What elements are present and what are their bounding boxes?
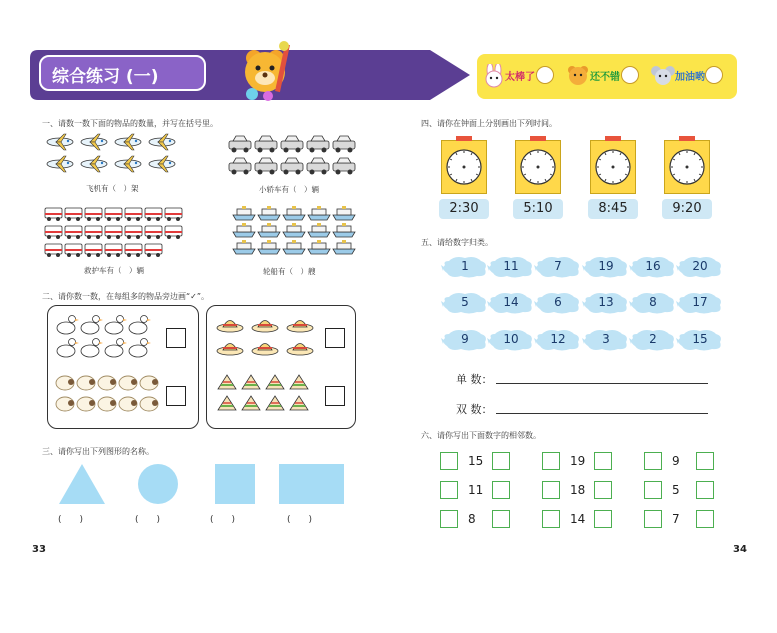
hat-item	[252, 344, 278, 356]
neighbor-before-box[interactable]	[542, 452, 560, 470]
answer-box-sheep[interactable]	[166, 386, 186, 406]
number-cloud: 2	[629, 328, 677, 352]
square-shape	[215, 464, 255, 504]
sheep-item	[56, 376, 74, 390]
neighbor-number: 8	[468, 512, 476, 526]
number-cloud: 6	[534, 291, 582, 315]
number-cloud: 11	[487, 255, 535, 279]
ship-item	[333, 223, 355, 237]
car-item	[307, 158, 329, 175]
clock-face[interactable]	[515, 140, 561, 194]
answer-box-geese[interactable]	[166, 328, 186, 348]
clock-face[interactable]	[590, 140, 636, 194]
number-cloud: 16	[629, 255, 677, 279]
airplane-item	[115, 134, 141, 150]
sheep-item	[77, 397, 95, 411]
goose-item	[57, 339, 79, 358]
sandwich-item	[290, 396, 308, 410]
number-cloud: 15	[676, 328, 724, 352]
q2-prompt: 二、请你数一数，在每组多的物品旁边画“✓”。	[42, 292, 209, 301]
neighbor-before-box[interactable]	[440, 510, 458, 528]
hat-item	[217, 321, 243, 333]
hat-group	[216, 314, 322, 360]
car-group	[228, 134, 362, 178]
airplane-item	[115, 156, 141, 172]
goose-item	[57, 316, 79, 335]
neighbor-after-box[interactable]	[492, 481, 510, 499]
neighbor-before-box[interactable]	[644, 452, 662, 470]
time-label: 2:30	[439, 199, 489, 219]
neighbor-after-box[interactable]	[696, 452, 714, 470]
ship-item	[258, 206, 280, 220]
neighbor-after-box[interactable]	[594, 481, 612, 499]
airplane-item	[81, 134, 107, 150]
car-item	[281, 158, 303, 175]
ambulance-group	[44, 205, 190, 259]
goose-item	[105, 339, 127, 358]
neighbor-number: 15	[468, 454, 484, 468]
car-item	[229, 158, 251, 175]
sheep-item	[119, 376, 137, 390]
sandwich-item	[242, 375, 260, 389]
q6-prompt: 六、请你写出下面数字的相邻数。	[421, 431, 541, 440]
odd-answer-line[interactable]	[496, 383, 708, 384]
car-item	[333, 158, 355, 175]
sandwich-group	[217, 373, 317, 415]
sandwich-item	[290, 375, 308, 389]
airplane-group	[46, 132, 186, 178]
ship-item	[233, 206, 255, 220]
ambulance-item	[125, 208, 142, 221]
neighbor-after-box[interactable]	[492, 452, 510, 470]
sheep-group	[55, 373, 167, 415]
number-cloud: 1	[441, 255, 489, 279]
bear-icon	[567, 64, 589, 86]
sheep-item	[98, 376, 116, 390]
sheep-item	[140, 397, 158, 411]
hat-item	[217, 344, 243, 356]
caption-cars: 小轿车有（ ）辆	[259, 185, 319, 194]
q4-prompt: 四、请你在钟面上分别画出下列时间。	[421, 119, 557, 128]
neighbor-number: 18	[570, 483, 586, 497]
mouse-icon	[651, 64, 675, 86]
neighbor-number: 5	[672, 483, 680, 497]
airplane-item	[47, 134, 73, 150]
ambulance-item	[105, 208, 122, 221]
even-label: 双 数：	[456, 403, 493, 416]
sheep-item	[140, 376, 158, 390]
car-item	[281, 136, 303, 153]
rating-circle-keep-going[interactable]	[705, 66, 723, 84]
number-cloud: 5	[441, 291, 489, 315]
car-item	[255, 158, 277, 175]
ship-item	[258, 240, 280, 254]
answer-triangle[interactable]: ( )	[58, 515, 84, 525]
ship-item	[258, 223, 280, 237]
time-label: 5:10	[513, 199, 563, 219]
bear-mascot-icon	[232, 40, 292, 102]
q1-prompt: 一、请数一数下面的物品的数量，并写在括号里。	[42, 119, 218, 128]
ambulance-item	[105, 226, 122, 239]
sandwich-item	[266, 375, 284, 389]
rating-label-great: 太棒了	[505, 72, 535, 83]
sandwich-item	[266, 396, 284, 410]
number-cloud: 19	[582, 255, 630, 279]
ambulance-item	[65, 244, 82, 257]
number-cloud: 20	[676, 255, 724, 279]
answer-box-sandwiches[interactable]	[325, 386, 345, 406]
goose-item	[81, 316, 103, 335]
q5-prompt: 五、请给数字归类。	[421, 238, 493, 247]
ambulance-item	[105, 244, 122, 257]
hat-item	[287, 321, 313, 333]
ambulance-item	[145, 226, 162, 239]
ambulance-item	[45, 244, 62, 257]
car-item	[229, 136, 251, 153]
sandwich-item	[242, 396, 260, 410]
rating-circle-good[interactable]	[621, 66, 639, 84]
hat-item	[252, 321, 278, 333]
time-label: 9:20	[662, 199, 712, 219]
neighbor-number: 14	[570, 512, 586, 526]
clock-face[interactable]	[441, 140, 487, 194]
neighbor-before-box[interactable]	[644, 510, 662, 528]
number-cloud: 9	[441, 328, 489, 352]
rabbit-icon	[483, 64, 505, 88]
airplane-item	[149, 134, 175, 150]
number-cloud: 12	[534, 328, 582, 352]
ship-item	[233, 223, 255, 237]
ship-item	[308, 223, 330, 237]
goose-item	[129, 316, 151, 335]
hat-item	[287, 344, 313, 356]
neighbor-number: 9	[672, 454, 680, 468]
goose-item	[105, 316, 127, 335]
sheep-item	[98, 397, 116, 411]
goose-item	[129, 339, 151, 358]
neighbor-after-box[interactable]	[594, 452, 612, 470]
number-cloud: 13	[582, 291, 630, 315]
airplane-item	[81, 156, 107, 172]
page-number-right: 34	[733, 544, 747, 555]
neighbor-before-box[interactable]	[440, 452, 458, 470]
number-cloud: 8	[629, 291, 677, 315]
page-title: 综合练习 (一)	[52, 67, 159, 87]
ambulance-item	[45, 226, 62, 239]
clock-face[interactable]	[664, 140, 710, 194]
rating-circle-great[interactable]	[536, 66, 554, 84]
number-cloud: 10	[487, 328, 535, 352]
rectangle-shape	[279, 464, 344, 504]
neighbor-after-box[interactable]	[492, 510, 510, 528]
rating-label-good: 还不错	[590, 72, 620, 83]
car-item	[307, 136, 329, 153]
neighbor-before-box[interactable]	[542, 510, 560, 528]
ship-item	[333, 206, 355, 220]
sandwich-item	[218, 375, 236, 389]
airplane-item	[149, 156, 175, 172]
car-item	[333, 136, 355, 153]
ship-item	[308, 206, 330, 220]
number-cloud: 3	[582, 328, 630, 352]
page-number-left: 33	[32, 544, 46, 555]
ambulance-item	[165, 208, 182, 221]
sheep-item	[119, 397, 137, 411]
sandwich-item	[218, 396, 236, 410]
ship-item	[283, 223, 305, 237]
goose-item	[81, 339, 103, 358]
sheep-item	[56, 397, 74, 411]
time-label: 8:45	[588, 199, 638, 219]
circle-shape	[137, 463, 179, 505]
number-cloud: 7	[534, 255, 582, 279]
ambulance-item	[125, 226, 142, 239]
answer-box-hats[interactable]	[325, 328, 345, 348]
neighbor-before-box[interactable]	[542, 481, 560, 499]
ambulance-item	[65, 208, 82, 221]
q3-prompt: 三、请你写出下列图形的名称。	[42, 447, 154, 456]
number-cloud: 17	[676, 291, 724, 315]
number-cloud: 14	[487, 291, 535, 315]
rating-label-keep-going: 加油哟	[675, 72, 705, 83]
answer-rectangle[interactable]: ( )	[287, 515, 313, 525]
neighbor-after-box[interactable]	[696, 481, 714, 499]
airplane-item	[47, 156, 73, 172]
ship-item	[233, 240, 255, 254]
caption-ships: 轮船有（ ）艘	[263, 267, 316, 276]
even-answer-line[interactable]	[496, 413, 708, 414]
ambulance-item	[85, 226, 102, 239]
answer-circle[interactable]: ( )	[135, 515, 161, 525]
ambulance-item	[125, 244, 142, 257]
ambulance-item	[145, 208, 162, 221]
ship-item	[333, 240, 355, 254]
neighbor-number: 11	[468, 483, 484, 497]
ship-item	[308, 240, 330, 254]
neighbor-after-box[interactable]	[594, 510, 612, 528]
sheep-item	[77, 376, 95, 390]
car-item	[255, 136, 277, 153]
ambulance-item	[65, 226, 82, 239]
goose-group	[55, 314, 155, 360]
ship-item	[283, 206, 305, 220]
ambulance-item	[85, 244, 102, 257]
ambulance-item	[45, 208, 62, 221]
neighbor-after-box[interactable]	[696, 510, 714, 528]
caption-airplanes: 飞机有（ ）架	[86, 184, 139, 193]
ambulance-item	[165, 226, 182, 239]
ambulance-item	[145, 244, 162, 257]
neighbor-before-box[interactable]	[440, 481, 458, 499]
ship-item	[283, 240, 305, 254]
neighbor-before-box[interactable]	[644, 481, 662, 499]
triangle-shape	[58, 463, 106, 505]
caption-ambulances: 救护车有（ ）辆	[84, 266, 144, 275]
odd-label: 单 数：	[456, 373, 493, 386]
ambulance-item	[85, 208, 102, 221]
ship-group	[232, 206, 362, 258]
answer-square[interactable]: ( )	[210, 515, 236, 525]
neighbor-number: 7	[672, 512, 680, 526]
neighbor-number: 19	[570, 454, 586, 468]
